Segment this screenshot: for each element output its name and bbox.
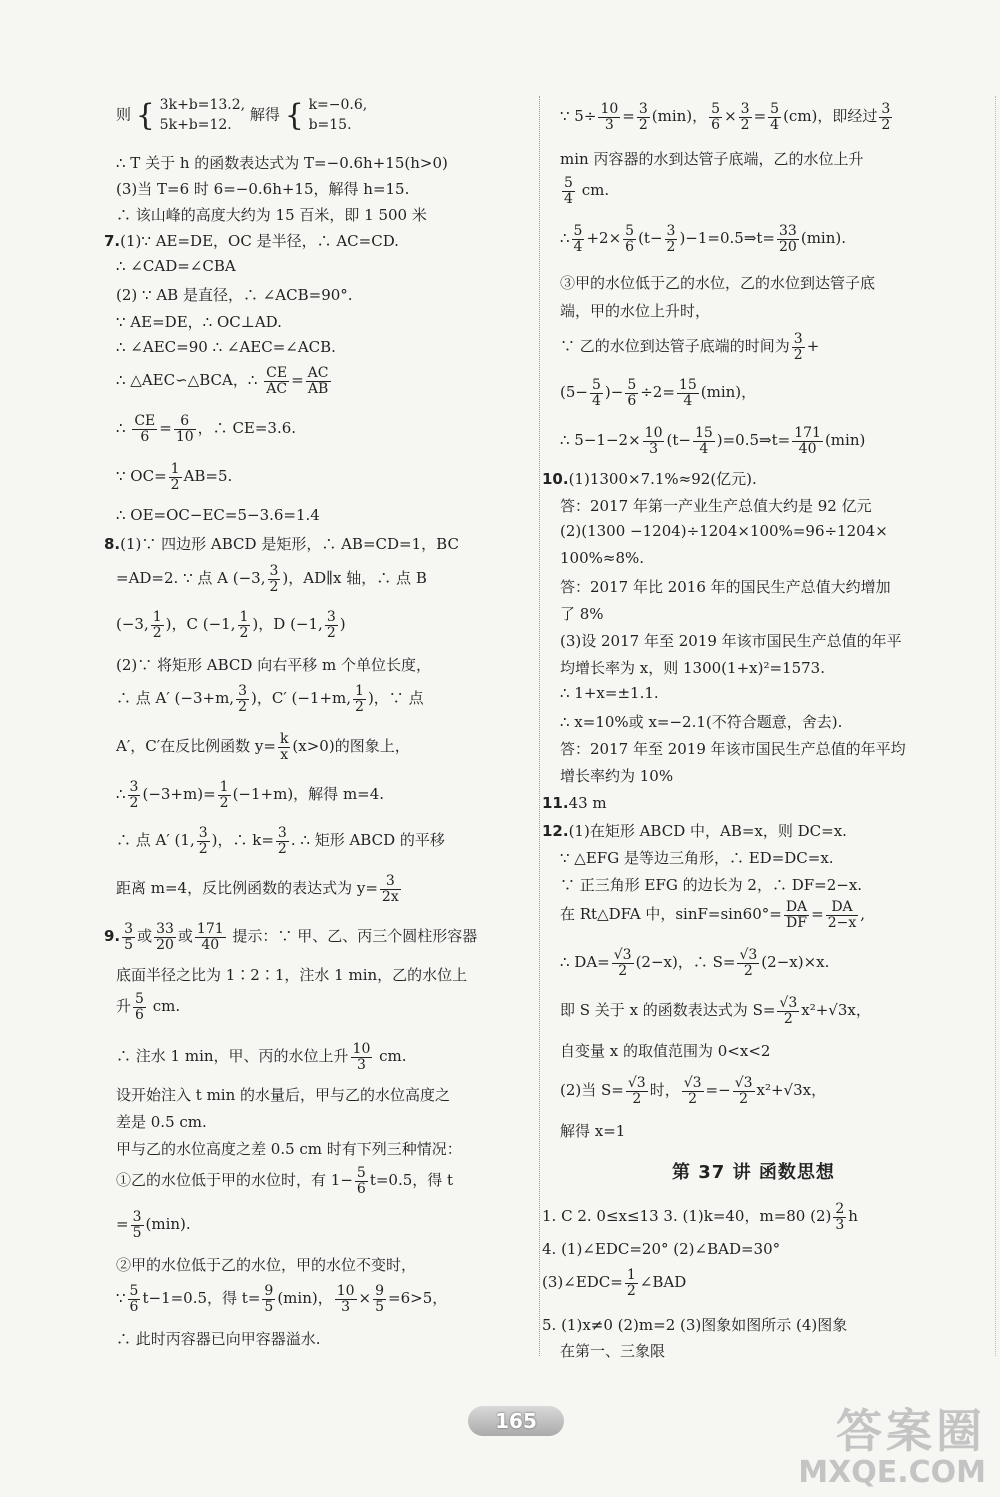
text: 或 bbox=[177, 927, 193, 946]
text: ，∴ CE=3.6. bbox=[197, 419, 297, 438]
answer-line: 答：2017 年比 2016 年的国民生产总值大约增加 bbox=[560, 578, 891, 596]
answer-line: (3)当 T=6 时 6=−0.6h+15，解得 h=15. bbox=[116, 180, 410, 198]
answer-line bbox=[560, 1076, 826, 1106]
fraction: $\frac{3}{2x}$ bbox=[381, 873, 399, 905]
answer-line bbox=[116, 564, 427, 594]
fraction: $\frac{CE}{6}$ bbox=[134, 413, 156, 445]
question-12 bbox=[542, 820, 847, 841]
answer-line: ∴ 此时丙容器已向甲容器溢水. bbox=[116, 1330, 321, 1348]
text: 提示：∵ 甲、乙、丙三个圆柱形容器 bbox=[227, 927, 478, 946]
column-divider bbox=[539, 96, 540, 1356]
text: ∵ 5÷ bbox=[560, 107, 597, 126]
question-8 bbox=[104, 533, 459, 554]
text: (min)， bbox=[700, 383, 757, 402]
answer-line: ∵ 正三角形 EFG 的边长为 2，∴ DF=2−x. bbox=[560, 876, 863, 894]
fraction: $\frac{3}{2}$ bbox=[198, 825, 208, 857]
fraction: $\frac{DA}{DF}$ bbox=[785, 899, 808, 931]
question-11 bbox=[542, 794, 607, 812]
answer-line: ②甲的水位低于乙的水位，甲的水位不变时， bbox=[116, 1256, 417, 1274]
text: (1)∵ AE=DE，OC 是半径，∴ AC=CD. bbox=[120, 232, 399, 250]
text: cm. bbox=[147, 997, 181, 1016]
fraction: $\frac{3}{2}$ bbox=[269, 563, 279, 595]
text: (3)∠EDC= bbox=[542, 1273, 623, 1292]
text: + bbox=[806, 337, 820, 356]
text: ①乙的水位低于甲的水位时，有 1− bbox=[116, 1171, 353, 1190]
text: (−1+m)，解得 m=4. bbox=[232, 785, 385, 804]
fraction: $\frac{5}{4}$ bbox=[770, 101, 780, 133]
text: ∴ 点 A′ (1, bbox=[116, 831, 195, 850]
text: ∴ DA= bbox=[560, 953, 610, 972]
answer-line: 答：2017 年第一产业生产总值大约是 92 亿元 bbox=[560, 497, 872, 515]
question-number: 8. bbox=[104, 535, 121, 553]
text: ÷2= bbox=[640, 383, 675, 402]
text: 在 Rt△DFA 中，sinF=sin60°= bbox=[560, 905, 782, 924]
text: (min). bbox=[145, 1215, 191, 1234]
fraction: $\frac{3}{5}$ bbox=[132, 1209, 142, 1241]
fraction: $\frac{5}{6}$ bbox=[625, 223, 635, 255]
fraction: $\frac{k}{x}$ bbox=[279, 731, 289, 763]
watermark-text: 答案圈 bbox=[836, 1404, 986, 1458]
text: = bbox=[753, 107, 767, 126]
fraction: $\frac{5}{6}$ bbox=[711, 101, 721, 133]
fraction: $\frac{√3}{2}$ bbox=[683, 1075, 702, 1107]
answer-line: 自变量 x 的取值范围为 0<x<2 bbox=[560, 1042, 771, 1060]
text: ∴ bbox=[116, 785, 126, 804]
text: (min)， bbox=[651, 107, 708, 126]
solution-2: b=15. bbox=[308, 116, 352, 133]
text: × bbox=[724, 107, 737, 126]
answer-line: ∴ OE=OC−EC=5−3.6=1.4 bbox=[116, 506, 320, 524]
text: 即 S 关于 x 的函数表达式为 S= bbox=[560, 1001, 776, 1020]
fraction: $\frac{√3}{2}$ bbox=[613, 947, 632, 979]
question-number: 10. bbox=[542, 470, 569, 488]
answer-line bbox=[560, 224, 846, 254]
text: (t− bbox=[666, 431, 691, 450]
text: = bbox=[622, 107, 635, 126]
text: (5− bbox=[560, 383, 588, 402]
text: x²+√3x， bbox=[756, 1081, 827, 1100]
answer-line: 差是 0.5 cm. bbox=[116, 1113, 207, 1131]
text: (min) bbox=[824, 431, 866, 450]
text: 时， bbox=[649, 1081, 680, 1100]
text: AB=5. bbox=[183, 467, 233, 486]
text: 则 bbox=[116, 105, 132, 124]
text: )，∴ k= bbox=[211, 831, 274, 850]
text: , bbox=[860, 905, 866, 924]
text: )，C (−1, bbox=[165, 615, 236, 634]
fraction: $\frac{√3}{2}$ bbox=[734, 1075, 753, 1107]
fraction: $\frac{5}{4}$ bbox=[591, 377, 601, 409]
solution-1: k=−0.6, bbox=[308, 97, 368, 113]
answer-line: ∴ △AEC∽△BCA，∴ $\frac{CE}{AC}$ = $\frac{AC}{AB}$ bbox=[116, 365, 329, 397]
answer-line: 设开始注入 t min 的水量后，甲与乙的水位高度之 bbox=[116, 1086, 451, 1104]
text: 解得 bbox=[249, 105, 280, 124]
text: 1. C 2. 0≤x≤13 3. (1)k=40，m=80 (2) bbox=[542, 1207, 832, 1226]
fraction: $\frac{√3}{2}$ bbox=[739, 947, 758, 979]
fraction: $\frac{3}{2}$ bbox=[238, 683, 247, 715]
answer-line: (2) ∵ AB 是直径，∴ ∠ACB=90°. bbox=[116, 286, 353, 304]
fraction: $\frac{5}{4}$ bbox=[564, 175, 573, 207]
answer-line: 答：2017 年至 2019 年该市国民生产总值的年平均 bbox=[560, 740, 906, 758]
answer-line bbox=[116, 732, 410, 762]
fraction: $\frac{9}{5}$ bbox=[264, 1283, 274, 1315]
text: ) bbox=[339, 615, 346, 634]
text: (cm)，即经过 bbox=[783, 107, 878, 126]
answer-line: ∵ AE=DE，∴ OC⊥AD. bbox=[116, 313, 282, 331]
answer-line bbox=[560, 996, 871, 1026]
question-number: 12. bbox=[542, 822, 569, 840]
question-9 bbox=[104, 922, 477, 952]
text: (1)∵ 四边形 ABCD 是矩形，∴ AB=CD=1，BC bbox=[120, 535, 459, 553]
answer-line bbox=[560, 900, 865, 930]
question-10 bbox=[542, 468, 757, 489]
page-number: 165 bbox=[468, 1406, 564, 1436]
answer-line bbox=[560, 948, 829, 978]
fraction: $\frac{√3}{2}$ bbox=[779, 995, 798, 1027]
question-7 bbox=[104, 230, 399, 251]
text: ∴ 注水 1 min，甲、丙的水位上升 bbox=[116, 1047, 349, 1066]
fraction: $\frac{5}{6}$ bbox=[627, 377, 637, 409]
text: 或 bbox=[137, 927, 153, 946]
text: )，∵ 点 bbox=[367, 689, 424, 708]
text: t−1=0.5，得 t= bbox=[142, 1289, 261, 1308]
text: ∴ △AEC∽△BCA，∴ bbox=[116, 371, 258, 390]
answer-line: 均增长率为 x，则 1300(1+x)²=1573. bbox=[560, 659, 825, 677]
answer-line bbox=[116, 1042, 407, 1072]
question-number: 9. bbox=[104, 927, 121, 946]
fraction: $\frac{3}{2}$ bbox=[129, 779, 139, 811]
fraction: $\frac{1}{2}$ bbox=[355, 683, 364, 715]
answer-line: 甲与乙的水位高度之差 0.5 cm 时有下列三种情况： bbox=[116, 1140, 462, 1158]
question-number: 11. bbox=[542, 794, 569, 812]
text: × bbox=[358, 1289, 372, 1308]
fraction: $\frac{AC}{AB}$ bbox=[307, 365, 329, 397]
answer-line bbox=[542, 1202, 858, 1232]
page-edge-dots bbox=[995, 96, 996, 1356]
fraction: $\frac{33}{20}$ bbox=[156, 921, 174, 953]
answer-line bbox=[560, 176, 609, 206]
section-title: 第 37 讲 函数思想 bbox=[672, 1162, 835, 1183]
text: h bbox=[848, 1207, 858, 1226]
text: (min). bbox=[800, 229, 846, 248]
text: . ∴ 矩形 ABCD 的平移 bbox=[290, 831, 445, 850]
fraction: $\frac{1}{2}$ bbox=[239, 609, 249, 641]
text: (min)， bbox=[277, 1289, 333, 1308]
answer-line: min 丙容器的水到达管子底端，乙的水位上升 bbox=[560, 150, 864, 168]
text: ∵ OC= bbox=[116, 467, 167, 486]
fraction: $\frac{171}{40}$ bbox=[794, 425, 821, 457]
answer-line: ∴ ∠AEC=90 ∴ ∠AEC=∠ACB. bbox=[116, 338, 336, 356]
fraction: $\frac{3}{5}$ bbox=[124, 921, 134, 953]
text: (1)在矩形 ABCD 中，AB=x，则 DC=x. bbox=[568, 822, 847, 840]
text: )− bbox=[604, 383, 624, 402]
fraction: $\frac{3}{2}$ bbox=[740, 101, 750, 133]
answer-line: ∴ x=10%或 x=−2.1(不符合题意，舍去). bbox=[560, 713, 843, 731]
answer-line bbox=[116, 684, 424, 714]
fraction: $\frac{10}{3}$ bbox=[600, 101, 619, 133]
text: cm. bbox=[374, 1047, 407, 1066]
answer-line bbox=[116, 780, 384, 810]
fraction: $\frac{1}{2}$ bbox=[152, 609, 162, 641]
answer-line: 4. (1)∠EDC=20° (2)∠BAD=30° bbox=[542, 1240, 781, 1258]
answer-line bbox=[116, 462, 232, 492]
answer-line: ∴ 该山峰的高度大约为 15 百米，即 1 500 米 bbox=[116, 206, 427, 224]
text: =6>5， bbox=[388, 1289, 448, 1308]
text: (2)当 S= bbox=[560, 1081, 624, 1100]
text: 距离 m=4，反比例函数的表达式为 y= bbox=[116, 879, 378, 898]
watermark-logo bbox=[798, 1395, 986, 1490]
answer-line: 底面半径之比为 1∶2∶1，注水 1 min，乙的水位上 bbox=[116, 966, 468, 984]
fraction: $\frac{10}{3}$ bbox=[336, 1283, 355, 1315]
text: A′，C′在反比例函数 y= bbox=[116, 737, 276, 756]
text: =AD=2. ∵ 点 A (−3, bbox=[116, 569, 266, 588]
answer-line bbox=[560, 332, 819, 362]
answer-line: 端，甲的水位上升时， bbox=[560, 302, 711, 320]
text: (−3, bbox=[116, 615, 149, 634]
answer-line bbox=[116, 992, 180, 1022]
fraction: $\frac{3}{2}$ bbox=[793, 331, 803, 363]
text: cm. bbox=[576, 181, 610, 200]
text: (1)1300×7.1%≈92(亿元). bbox=[568, 470, 757, 488]
fraction: $\frac{1}{2}$ bbox=[219, 779, 229, 811]
answer-line: (2)(1300 −1204)÷1204×100%=96÷1204× bbox=[560, 522, 888, 540]
fraction: $\frac{3}{2}$ bbox=[326, 609, 336, 641]
text: +2× bbox=[586, 229, 622, 248]
fraction: $\frac{3}{2}$ bbox=[277, 825, 287, 857]
fraction: $\frac{9}{5}$ bbox=[375, 1283, 385, 1315]
watermark-url: MXQE.COM bbox=[798, 1455, 986, 1490]
answer-line: 在第一、三象限 bbox=[560, 1342, 666, 1360]
fraction: $\frac{2}{3}$ bbox=[835, 1201, 845, 1233]
fraction: $\frac{3}{2}$ bbox=[638, 101, 648, 133]
text: ∴ 5−1−2× bbox=[560, 431, 641, 450]
fraction: $\frac{171}{40}$ bbox=[196, 921, 224, 953]
fraction: $\frac{3}{2}$ bbox=[881, 101, 891, 133]
text: )−1=0.5⇒t= bbox=[679, 229, 776, 248]
fraction: $\frac{10}{3}$ bbox=[352, 1041, 371, 1073]
fraction: $\frac{5}{6}$ bbox=[356, 1165, 366, 1197]
text: =− bbox=[705, 1081, 731, 1100]
fraction: $\frac{1}{2}$ bbox=[626, 1267, 636, 1299]
text: )=0.5⇒t= bbox=[716, 431, 791, 450]
text: (−3+m)= bbox=[142, 785, 216, 804]
equation-1: 3k+b=13.2, bbox=[159, 97, 246, 113]
answer-line: ③甲的水位低于乙的水位，乙的水位到达管子底 bbox=[560, 274, 876, 292]
equation-2: 5k+b=12. bbox=[159, 116, 232, 133]
text: )，D (−1, bbox=[252, 615, 323, 634]
fraction: $\frac{5}{6}$ bbox=[135, 991, 144, 1023]
answer-line: 解得 x=1 bbox=[560, 1122, 626, 1140]
fraction: $\frac{5}{6}$ bbox=[129, 1283, 139, 1315]
answer-line: (3)设 2017 年至 2019 年该市国民生产总值的年平 bbox=[560, 632, 902, 650]
text: 43 m bbox=[568, 794, 607, 812]
answer-line: ∵ △EFG 是等边三角形，∴ ED=DC=x. bbox=[560, 849, 834, 867]
fraction: $\frac{DA}{2-x}$ bbox=[827, 899, 857, 931]
answer-line bbox=[116, 874, 403, 904]
text: t=0.5，得 t bbox=[369, 1171, 454, 1190]
text: ∵ 乙的水位到达管子底端的时间为 bbox=[560, 337, 790, 356]
fraction: $\frac{1}{2}$ bbox=[170, 461, 180, 493]
text: )，C′ (−1+m, bbox=[251, 689, 352, 708]
fraction: $\frac{6}{10}$ bbox=[175, 413, 194, 445]
answer-line: ∴ T 关于 h 的函数表达式为 T=−0.6h+15(h>0) bbox=[116, 154, 448, 172]
fraction: $\frac{15}{4}$ bbox=[694, 425, 713, 457]
fraction: $\frac{5}{4}$ bbox=[573, 223, 583, 255]
answer-line: 100%≈8%. bbox=[560, 549, 645, 567]
text: 升 bbox=[116, 997, 132, 1016]
answer-line bbox=[116, 610, 346, 640]
text: ∴ bbox=[560, 229, 570, 248]
fraction: $\frac{15}{4}$ bbox=[678, 377, 697, 409]
text: x²+√3x， bbox=[801, 1001, 871, 1020]
answer-line: 5. (1)x≠0 (2)m=2 (3)图象如图所示 (4)图象 bbox=[542, 1316, 848, 1334]
text: )，AD∥x 轴，∴ 点 B bbox=[282, 569, 427, 588]
answer-line: (2)∵ 将矩形 ABCD 向右平移 m 个单位长度， bbox=[116, 656, 431, 674]
answer-line bbox=[542, 1268, 686, 1298]
text: = bbox=[811, 905, 824, 924]
text: ∵ bbox=[116, 1289, 126, 1308]
answer-line bbox=[116, 826, 445, 856]
text: ∠BAD bbox=[639, 1273, 687, 1292]
answer-line: ∴ 1+x=±1.1. bbox=[560, 684, 659, 702]
answer-line: 了 8% bbox=[560, 605, 604, 623]
answer-line: 增长率约为 10% bbox=[560, 767, 674, 785]
text: (2−x)×x. bbox=[761, 953, 830, 972]
fraction: $\frac{10}{3}$ bbox=[644, 425, 663, 457]
text: ∴ bbox=[116, 419, 126, 438]
answer-line bbox=[116, 1210, 191, 1240]
answer-line: ∴ $\frac{CE}{6}$ = $\frac{6}{10}$ ，∴ CE=3.6. bbox=[116, 413, 297, 445]
fraction: $\frac{√3}{2}$ bbox=[627, 1075, 646, 1107]
answer-line bbox=[560, 378, 756, 408]
fraction: $\frac{CE}{AC}$ bbox=[266, 365, 288, 397]
answer-line bbox=[560, 426, 865, 456]
text: (x>0)的图象上， bbox=[292, 737, 410, 756]
fraction: $\frac{33}{20}$ bbox=[779, 223, 797, 255]
fraction: $\frac{3}{2}$ bbox=[666, 223, 676, 255]
text: (t− bbox=[638, 229, 663, 248]
text: (2−x)，∴ S= bbox=[635, 953, 736, 972]
text: = bbox=[116, 1215, 129, 1234]
answer-line: ∴ ∠CAD=∠CBA bbox=[116, 257, 236, 275]
answer-line bbox=[116, 1284, 447, 1314]
question-number: 7. bbox=[104, 232, 121, 250]
answer-line bbox=[116, 1166, 453, 1196]
answer-line bbox=[560, 102, 894, 132]
text: ∴ 点 A′ (−3+m, bbox=[116, 689, 235, 708]
answer-line: 则 { 3k+b=13.2, 5k+b=12. 解得 { k=−0.6, b=15. bbox=[116, 96, 367, 135]
